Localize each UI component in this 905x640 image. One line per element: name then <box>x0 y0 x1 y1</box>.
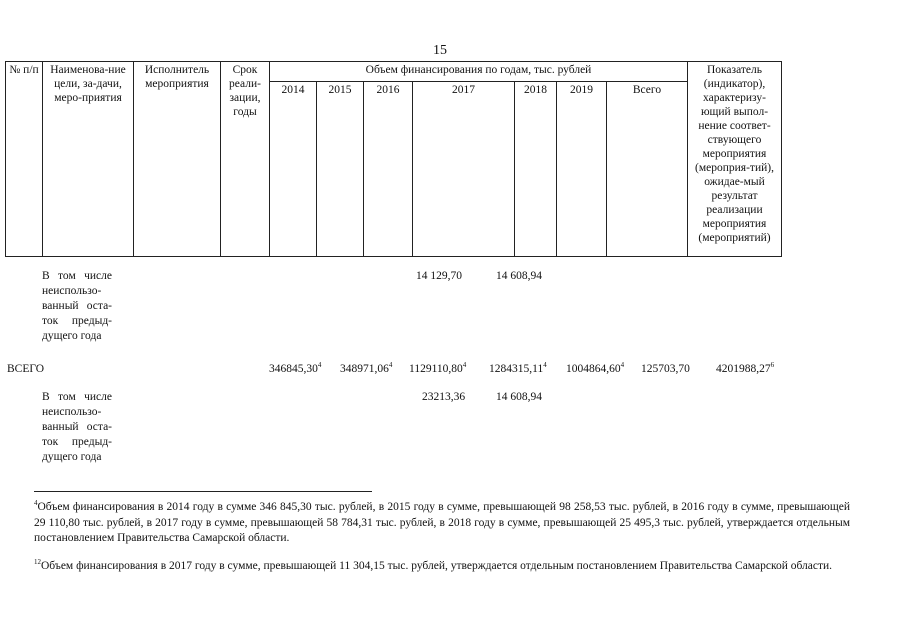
header-year-2019: 2019 <box>557 82 607 257</box>
row2-value-2016: 23213,36 <box>422 391 466 403</box>
page-number: 15 <box>433 43 447 58</box>
header-executor: Исполнитель мероприятия <box>134 62 221 257</box>
financing-table-header <box>5 61 782 257</box>
row1-value-2016: 14 129,70 <box>416 270 462 282</box>
header-year-2015: 2015 <box>317 82 364 257</box>
total-value-2019: 125703,70 <box>641 363 690 375</box>
header-year-2018: 2018 <box>515 82 557 257</box>
header-num: № п/п <box>6 62 43 257</box>
total-value-all: 4201988,27$^6$ <box>716 361 775 375</box>
row2-note: В том числе неиспользо- ванный оста- ток предыд- дущего года <box>42 391 112 463</box>
row2-value-2017: 14 608,94 <box>496 391 542 403</box>
total-value-2015: 348971,06$^4$ <box>340 361 393 375</box>
header-year-2017: 2017 <box>413 82 515 257</box>
footnote-divider <box>34 491 372 492</box>
header-indicator: Показатель (индикатор), характеризу-ющий выпол-нение соответ-ствующего мероприятия (мероприя-тий), ожидае-мый результат реализации мероприятия (мероприятий) <box>688 62 782 257</box>
header-name: Наименова-ние цели, за-дачи, меро-приятия <box>43 62 134 257</box>
header-year-2016: 2016 <box>364 82 413 257</box>
header-year-2014: 2014 <box>270 82 317 257</box>
header-term: Срок реали-зации, годы <box>221 62 270 257</box>
footnote-12: $^{12}$Объем финансирования в 2017 году в сумме, превышающей 11 304,15 тыс. рублей, утверждается отдельным постановлением Правительства Самарской области. <box>34 558 833 572</box>
footnote-4: $^4$Объем финансирования в 2014 году в сумме 346 845,30 тыс. рублей, в 2015 году в сумме, превышающей 98 258,53 тыс. рублей, в 2016 году в сумме, превышающей 29 110,80 тыс. рублей, в 2017 году в сумме, превышающей 58 784,31 тыс. рублей, в 2018 году в сумме, превышающей 25 495,3 тыс. рублей, утверждается отдельным постановлением Правительства Самарской области. <box>34 499 850 544</box>
header-total: Всего <box>607 82 688 257</box>
header-funding-title: Объем финансирования по годам, тыс. рублей <box>270 62 688 82</box>
row1-value-2017: 14 608,94 <box>496 270 542 282</box>
total-value-2016: 1129110,80$^4$ <box>409 361 467 375</box>
total-value-2014: 346845,30$^4$ <box>269 361 322 375</box>
total-value-2017: 1284315,11$^4$ <box>489 361 547 375</box>
total-label: ВСЕГО <box>7 363 45 375</box>
row1-note: В том числе неиспользо- ванный оста- ток предыд- дущего года <box>42 270 112 342</box>
total-value-2018: 1004864,60$^4$ <box>566 361 625 375</box>
